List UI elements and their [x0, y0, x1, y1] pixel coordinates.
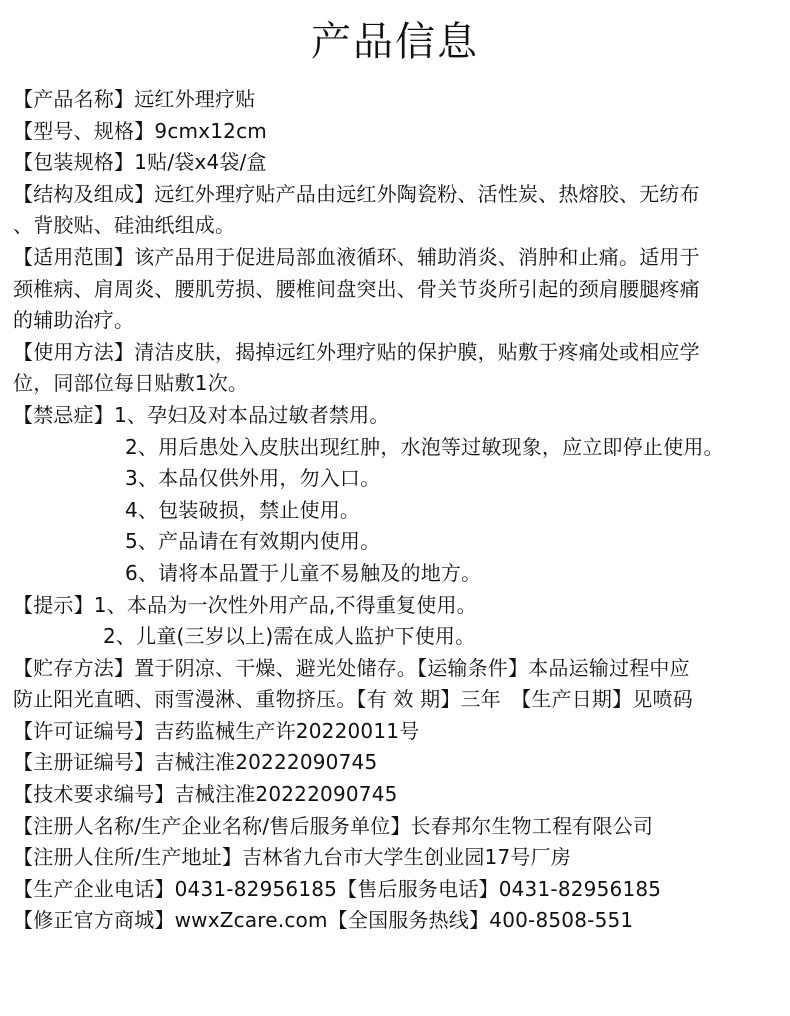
text-line-registration: 【主册证编号】吉械注准20222090745	[13, 750, 378, 775]
text-line-address: 【注册人住所/生产地址】吉林省九台市大学生创业园17号厂房	[13, 845, 571, 870]
page-title: 产品信息	[311, 19, 479, 65]
text-line-structure: 【结构及组成】远红外理疗贴产品由远红外陶瓷粉、活性炭、热熔胶、无纺布	[13, 181, 700, 206]
text-line-scope-cont: 的辅助治疗。	[13, 308, 135, 333]
text-line-scope-cont: 颈椎病、肩周炎、腰肌劳损、腰椎间盘突出、骨关节炎所引起的颈肩腰腿疼痛	[13, 276, 700, 301]
text-line-packaging: 【包装规格】1贴/袋x4袋/盒	[13, 150, 267, 175]
text-line-usage: 【使用方法】清洁皮肤，揭掉远红外理疗贴的保护膜，贴敷于疼痛处或相应学	[13, 339, 700, 364]
text-line-phones: 【生产企业电话】0431-82956185【售后服务电话】0431-82956185	[13, 876, 662, 901]
text-line-registrant: 【注册人名称/生产企业名称/售后服务单位】长春邦尔生物工程有限公司	[13, 813, 654, 838]
text-line-model-spec: 【型号、规格】9cmx12cm	[13, 118, 267, 143]
text-line-contraindication: 【禁忌症】1、孕妇及对本品过敏者禁用。	[13, 402, 390, 427]
text-line-storage-cont: 防止阳光直晒、雨雪漫淋、重物挤压。【有 效 期】三年 【生产日期】见喷码	[13, 687, 693, 712]
text-line-tips: 【提示】1、本品为一次性外用产品,不得重复使用。	[13, 592, 477, 617]
text-line-contraindication-item: 2、用后患处入皮肤出现红肿，水泡等过敏现象，应立即停止使用。	[125, 434, 724, 459]
text-line-storage: 【贮存方法】置于阴凉、干燥、避光处储存。【运输条件】本品运输过程中应	[13, 655, 690, 680]
text-line-tips-item: 2、儿童(三岁以上)需在成人监护下使用。	[103, 624, 476, 649]
text-line-structure-cont: 、背胶贴、硅油纸组成。	[13, 213, 236, 238]
text-line-license: 【许可证编号】吉药监械生产许20220011号	[13, 718, 420, 743]
text-line-contraindication-item: 6、请将本品置于儿童不易触及的地方。	[125, 560, 482, 585]
text-line-store-hotline: 【修正官方商城】wwxZcare.com【全国服务热线】400-8508-551	[13, 908, 634, 933]
text-line-tech-requirement: 【技术要求编号】吉械注准20222090745	[13, 782, 398, 807]
product-info-body	[13, 84, 783, 937]
text-line-contraindication-item: 5、产品请在有效期内使用。	[125, 529, 381, 554]
text-line-contraindication-item: 4、包装破损，禁止使用。	[125, 497, 361, 522]
text-line-scope: 【适用范围】该产品用于促进局部血液循环、辅助消炎、消肿和止痛。适用于	[13, 244, 700, 269]
text-line-usage-cont: 位，同部位每日贴敷1次。	[13, 371, 249, 396]
text-line-product-name: 【产品名称】远红外理疗贴	[13, 87, 256, 111]
text-line-contraindication-item: 3、本品仅供外用，勿入口。	[125, 466, 381, 491]
